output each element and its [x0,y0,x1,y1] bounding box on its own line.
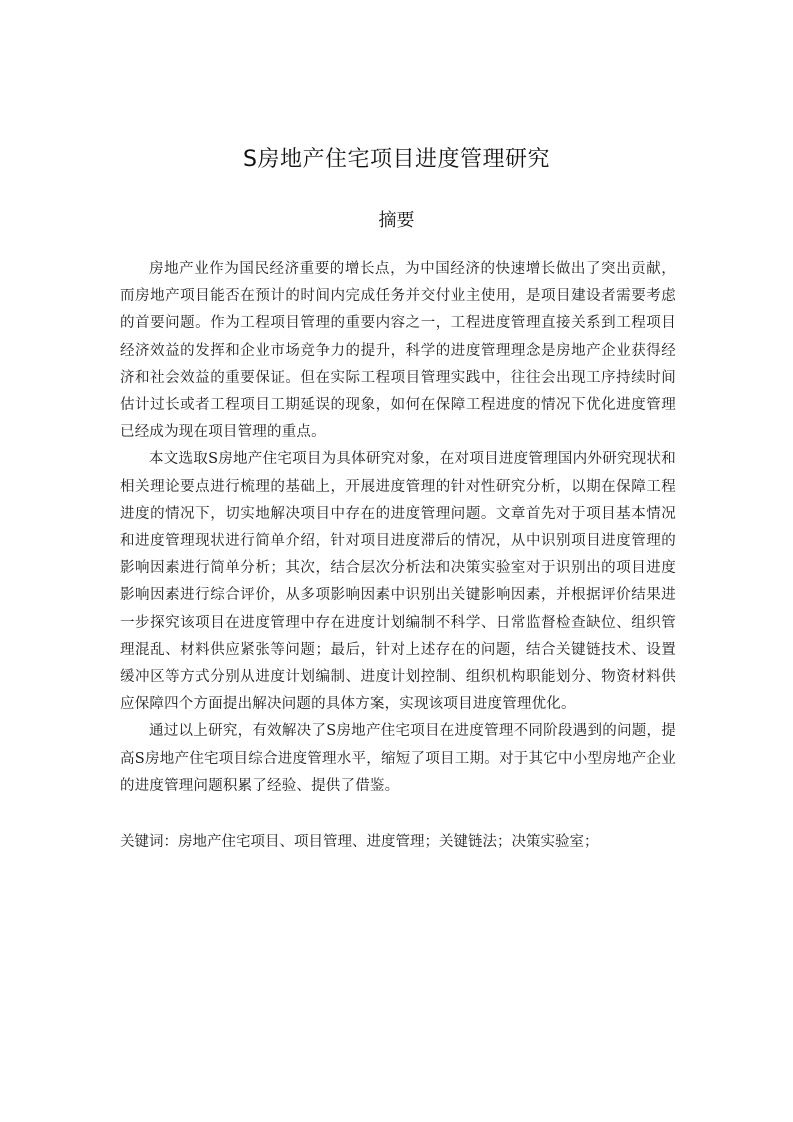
abstract-paragraph-2: 本文选取S房地产住宅项目为具体研究对象，在对项目进度管理国内外研究现状和相关理论要点进行梳理的基础上，开展进度管理的针对性研究分析，以期在保障工程进度的情况下，切实地解决项目中存在的进度管理问题。文章首先对于项目基本情况和进度管理现状进行简单介绍，针对项目进度滞后的情况，从中识别项目进度管理的影响因素进行简单分析；其次，结合层次分析法和决策实验室对于识别出的项目进度影响因素进行综合评价，从多项影响因素中识别出关键影响因素，并根据评价结果进一步探究该项目在进度管理中存在进度计划编制不科学、日常监督检查缺位、组织管理混乱、材料供应紧张等问题；最后，针对上述存在的问题，结合关键链技术、设置缓冲区等方式分别从进度计划编制、进度计划控制、组织机构职能划分、物资材料供应保障四个方面提出解决问题的具体方案，实现该项目进度管理优化。 [120,451,676,713]
abstract-body [120,256,676,800]
paper-title: S房地产住宅项目进度管理研究 [243,147,550,172]
keywords-line: 关键词：房地产住宅项目、项目管理、进度管理；关键链法；决策实验室； [120,834,599,850]
abstract-paragraph-1: 房地产业作为国民经济重要的增长点，为中国经济的快速增长做出了突出贡献，而房地产项目能否在预计的时间内完成任务并交付业主使用，是项目建设者需要考虑的首要问题。作为工程项目管理的重要内容之一，工程进度管理直接关系到工程项目经济效益的发挥和企业市场竞争力的提升，科学的进度管理理念是房地产企业获得经济和社会效益的重要保证。但在实际工程项目管理实践中，往往会出现工序持续时间估计过长或者工程项目工期延误的现象，如何在保障工程进度的情况下优化进度管理已经成为现在项目管理的重点。 [120,261,676,441]
abstract-heading: 摘要 [378,210,415,231]
abstract-paragraph-3: 通过以上研究，有效解决了S房地产住宅项目在进度管理不同阶段遇到的问题，提高S房地产住宅项目综合进度管理水平，缩短了项目工期。对于其它中小型房地产企业的进度管理问题积累了经验、提供了借鉴。 [120,723,676,794]
